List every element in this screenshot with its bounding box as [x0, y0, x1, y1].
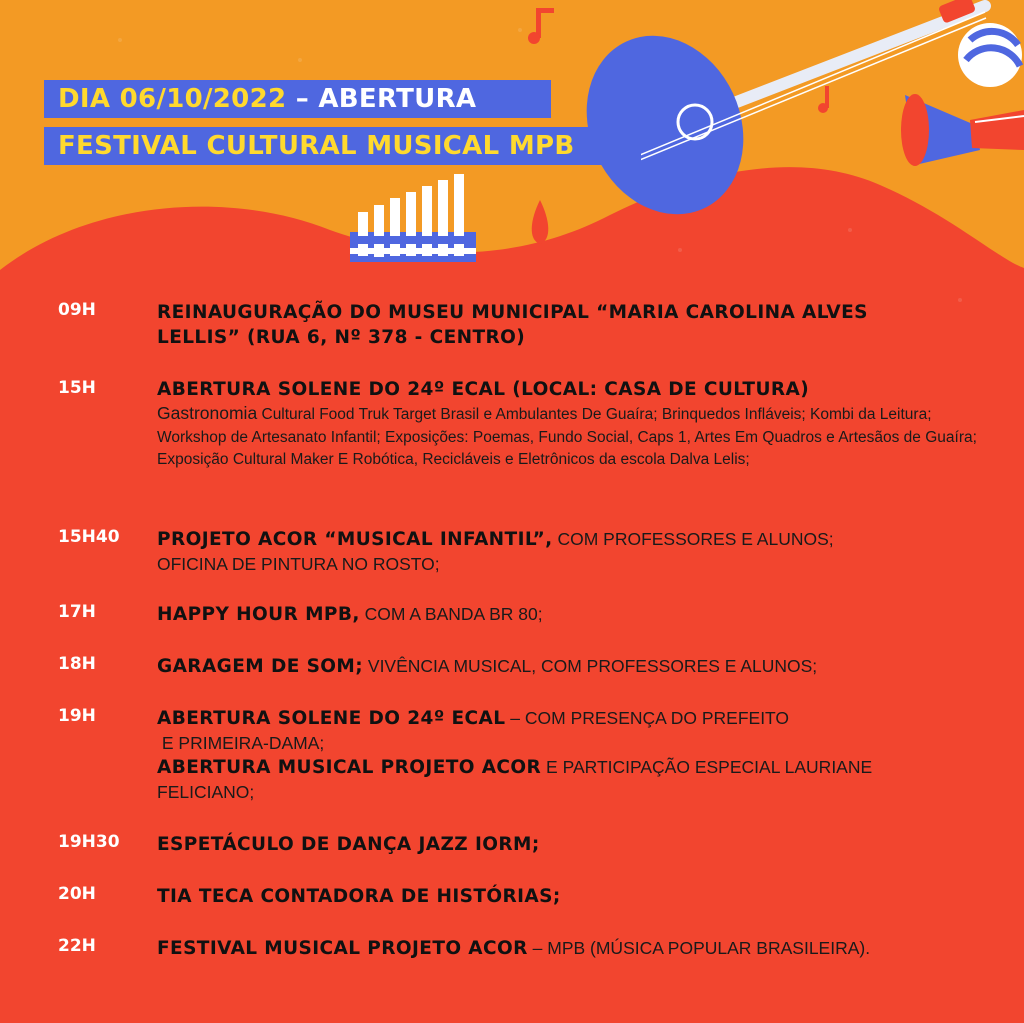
schedule-title: ABERTURA SOLENE DO 24º ECAL (LOCAL: CASA DE CULTURA)	[157, 379, 810, 400]
schedule-text: COM A BANDA BR 80;	[359, 604, 543, 624]
schedule-time: 15H40	[58, 527, 120, 547]
schedule-title: FESTIVAL MUSICAL PROJETO ACOR	[157, 938, 528, 959]
schedule-time: 20H	[58, 884, 96, 904]
schedule-content	[157, 602, 987, 627]
header-subtitle: – ABERTURA	[286, 84, 477, 114]
schedule-detail-text: Cultural Food Truk Target Brasil e Ambulantes De Guaíra; Brinquedos Infláveis; Kombi da Leitura; Workshop de Artesanato Infantil; Exposições: Poemas, Fundo Social, Caps 1, Artes Em Quadros e Artesãos de Guaíra; Exposição Cultural Maker E Robótica, Recicláveis e Eletrônicos da escola Dalva Lelis;	[157, 406, 977, 468]
schedule-title: REINAUGURAÇÃO DO MUSEU MUNICIPAL “MARIA CAROLINA ALVES LELLIS” (RUA 6, Nº 378 - CENTRO)	[157, 302, 868, 348]
schedule-title: PROJETO ACOR “MUSICAL INFANTIL”,	[157, 529, 553, 550]
schedule-detail-lead: Gastronomia	[157, 403, 258, 423]
header-date: DIA 06/10/2022	[58, 84, 287, 114]
schedule-content	[157, 527, 987, 576]
schedule-content	[157, 706, 987, 804]
schedule-time: 22H	[58, 936, 96, 956]
schedule-detail	[157, 402, 977, 472]
schedule-title: ABERTURA SOLENE DO 24º ECAL	[157, 708, 506, 729]
schedule-text: COM PROFESSORES E ALUNOS;	[552, 529, 834, 549]
schedule-time: 15H	[58, 378, 96, 398]
schedule-title: ABERTURA MUSICAL PROJETO ACOR	[157, 757, 542, 778]
schedule-content	[157, 654, 987, 679]
schedule-time: 17H	[58, 602, 96, 622]
maraca-icon	[958, 23, 1022, 87]
schedule-time: 09H	[58, 300, 96, 320]
schedule-title: HAPPY HOUR MPB,	[157, 604, 360, 625]
schedule-time: 19H	[58, 706, 96, 726]
schedule-title: ESPETÁCULO DE DANÇA JAZZ IORM;	[157, 834, 540, 855]
schedule-title: GARAGEM DE SOM;	[157, 656, 364, 677]
schedule-text: VIVÊNCIA MUSICAL, COM PROFESSORES E ALUNOS;	[363, 656, 818, 676]
schedule-content	[157, 300, 957, 350]
schedule-content	[157, 378, 987, 472]
schedule-text: – COM PRESENÇA DO PREFEITO	[505, 708, 790, 728]
header-festival-title: FESTIVAL CULTURAL MUSICAL MPB	[58, 131, 575, 161]
schedule-content	[157, 884, 987, 909]
schedule-time: 18H	[58, 654, 96, 674]
schedule-text: E PARTICIPAÇÃO ESPECIAL LAURIANE FELICIANO;	[157, 757, 873, 802]
header-festival-banner	[44, 127, 641, 165]
header-date-banner	[44, 80, 551, 118]
schedule-content	[157, 832, 987, 857]
schedule-content	[157, 936, 987, 961]
schedule-text: OFICINA DE PINTURA NO ROSTO;	[157, 554, 440, 574]
schedule-text: E PRIMEIRA-DAMA;	[157, 733, 325, 753]
schedule-time: 19H30	[58, 832, 120, 852]
schedule-title: TIA TECA CONTADORA DE HISTÓRIAS;	[157, 886, 561, 907]
schedule-text: – MPB (MÚSICA POPULAR BRASILEIRA).	[527, 938, 871, 958]
